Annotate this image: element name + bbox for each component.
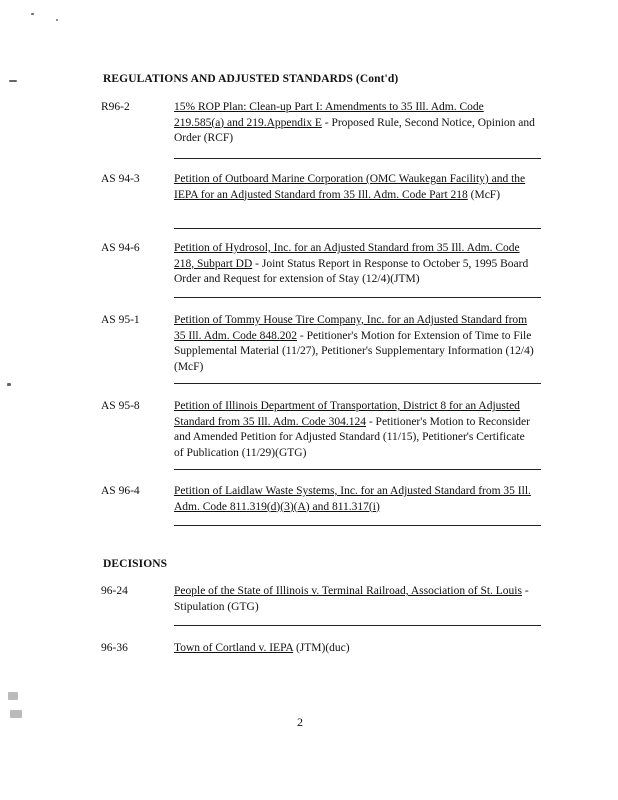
page-number: 2 [297,715,303,729]
docket-description [174,172,536,203]
section-heading-regulations: REGULATIONS AND ADJUSTED STANDARDS (Cont'd) [103,73,399,85]
docket-code: AS 95-1 [101,314,140,326]
docket-code: AS 94-6 [101,242,140,254]
docket-code: 96-24 [101,585,128,597]
docket-title: Petition of Outboard Marine Corporation (OMC Waukegan Facility) and the IEPA for an Adjusted Standard from 35 Ill. Adm. Code Part 218 [174,173,526,201]
docket-detail: (JTM)(duc) [293,642,350,654]
entry-separator [174,383,541,384]
scan-speck [10,710,22,718]
docket-title: Petition of Tommy House Tire Company, Inc. for an Adjusted Standard from 35 Ill. Adm. Code 848.202 [174,314,528,342]
docket-code: 96-36 [101,642,128,654]
scan-speck [8,692,18,700]
docket-description [174,584,536,615]
docket-detail: - Joint Status Report in Response to October 5, 1995 Board Order and Request for extension of Stay (12/4)(JTM) [174,257,529,285]
docket-code: AS 96-4 [101,485,140,497]
docket-title: People of the State of Illinois v. Terminal Railroad, Association of St. Louis [174,585,522,597]
scan-speck [9,80,17,82]
entry-separator [174,158,541,159]
scan-speck [31,13,34,15]
docket-code: R96-2 [101,101,130,113]
entry-separator [174,228,541,229]
docket-description [174,241,536,288]
docket-detail: - Petitioner's Motion for Extension of Time to File Supplemental Material (11/27), Petitioner's Supplementary Information (12/4)(McF) [174,329,534,373]
scan-speck [7,383,11,386]
docket-description [174,641,536,657]
docket-description [174,313,536,375]
entry-separator [174,525,541,526]
docket-title: Town of Cortland v. IEPA [174,642,294,654]
docket-title: Petition of Laidlaw Waste Systems, Inc. for an Adjusted Standard from 35 Ill. Adm. Code 811.319(d)(3)(A) and 811.317(i) [174,485,531,513]
docket-description [174,399,536,461]
docket-detail: (McF) [467,188,501,201]
docket-title: 15% ROP Plan: Clean-up Part I: Amendments to 35 Ill. Adm. Code 219.585(a) and 219.Appendix E [174,101,484,129]
docket-title: Petition of Illinois Department of Transportation, District 8 for an Adjusted Standard from 35 Ill. Adm. Code 304.124 [174,400,520,428]
entry-separator [174,297,541,298]
docket-detail: - Petitioner's Motion to Reconsider and Amended Petition for Adjusted Standard (11/15), Petitioner's Certificate of Publication (11/29)(GTG) [174,415,530,459]
entry-separator [174,625,541,626]
docket-code: AS 95-8 [101,400,140,412]
section-heading-decisions: DECISIONS [103,558,168,570]
entry-separator [174,469,541,470]
docket-detail: - Stipulation (GTG) [174,585,529,613]
docket-title: Petition of Hydrosol, Inc. for an Adjusted Standard from 35 Ill. Adm. Code 218, Subpart DD [174,242,520,270]
docket-description [174,100,536,147]
docket-code: AS 94-3 [101,173,140,185]
scan-speck [56,19,58,21]
docket-detail: - Proposed Rule, Second Notice, Opinion and Order (RCF) [174,116,535,144]
docket-description [174,484,536,515]
